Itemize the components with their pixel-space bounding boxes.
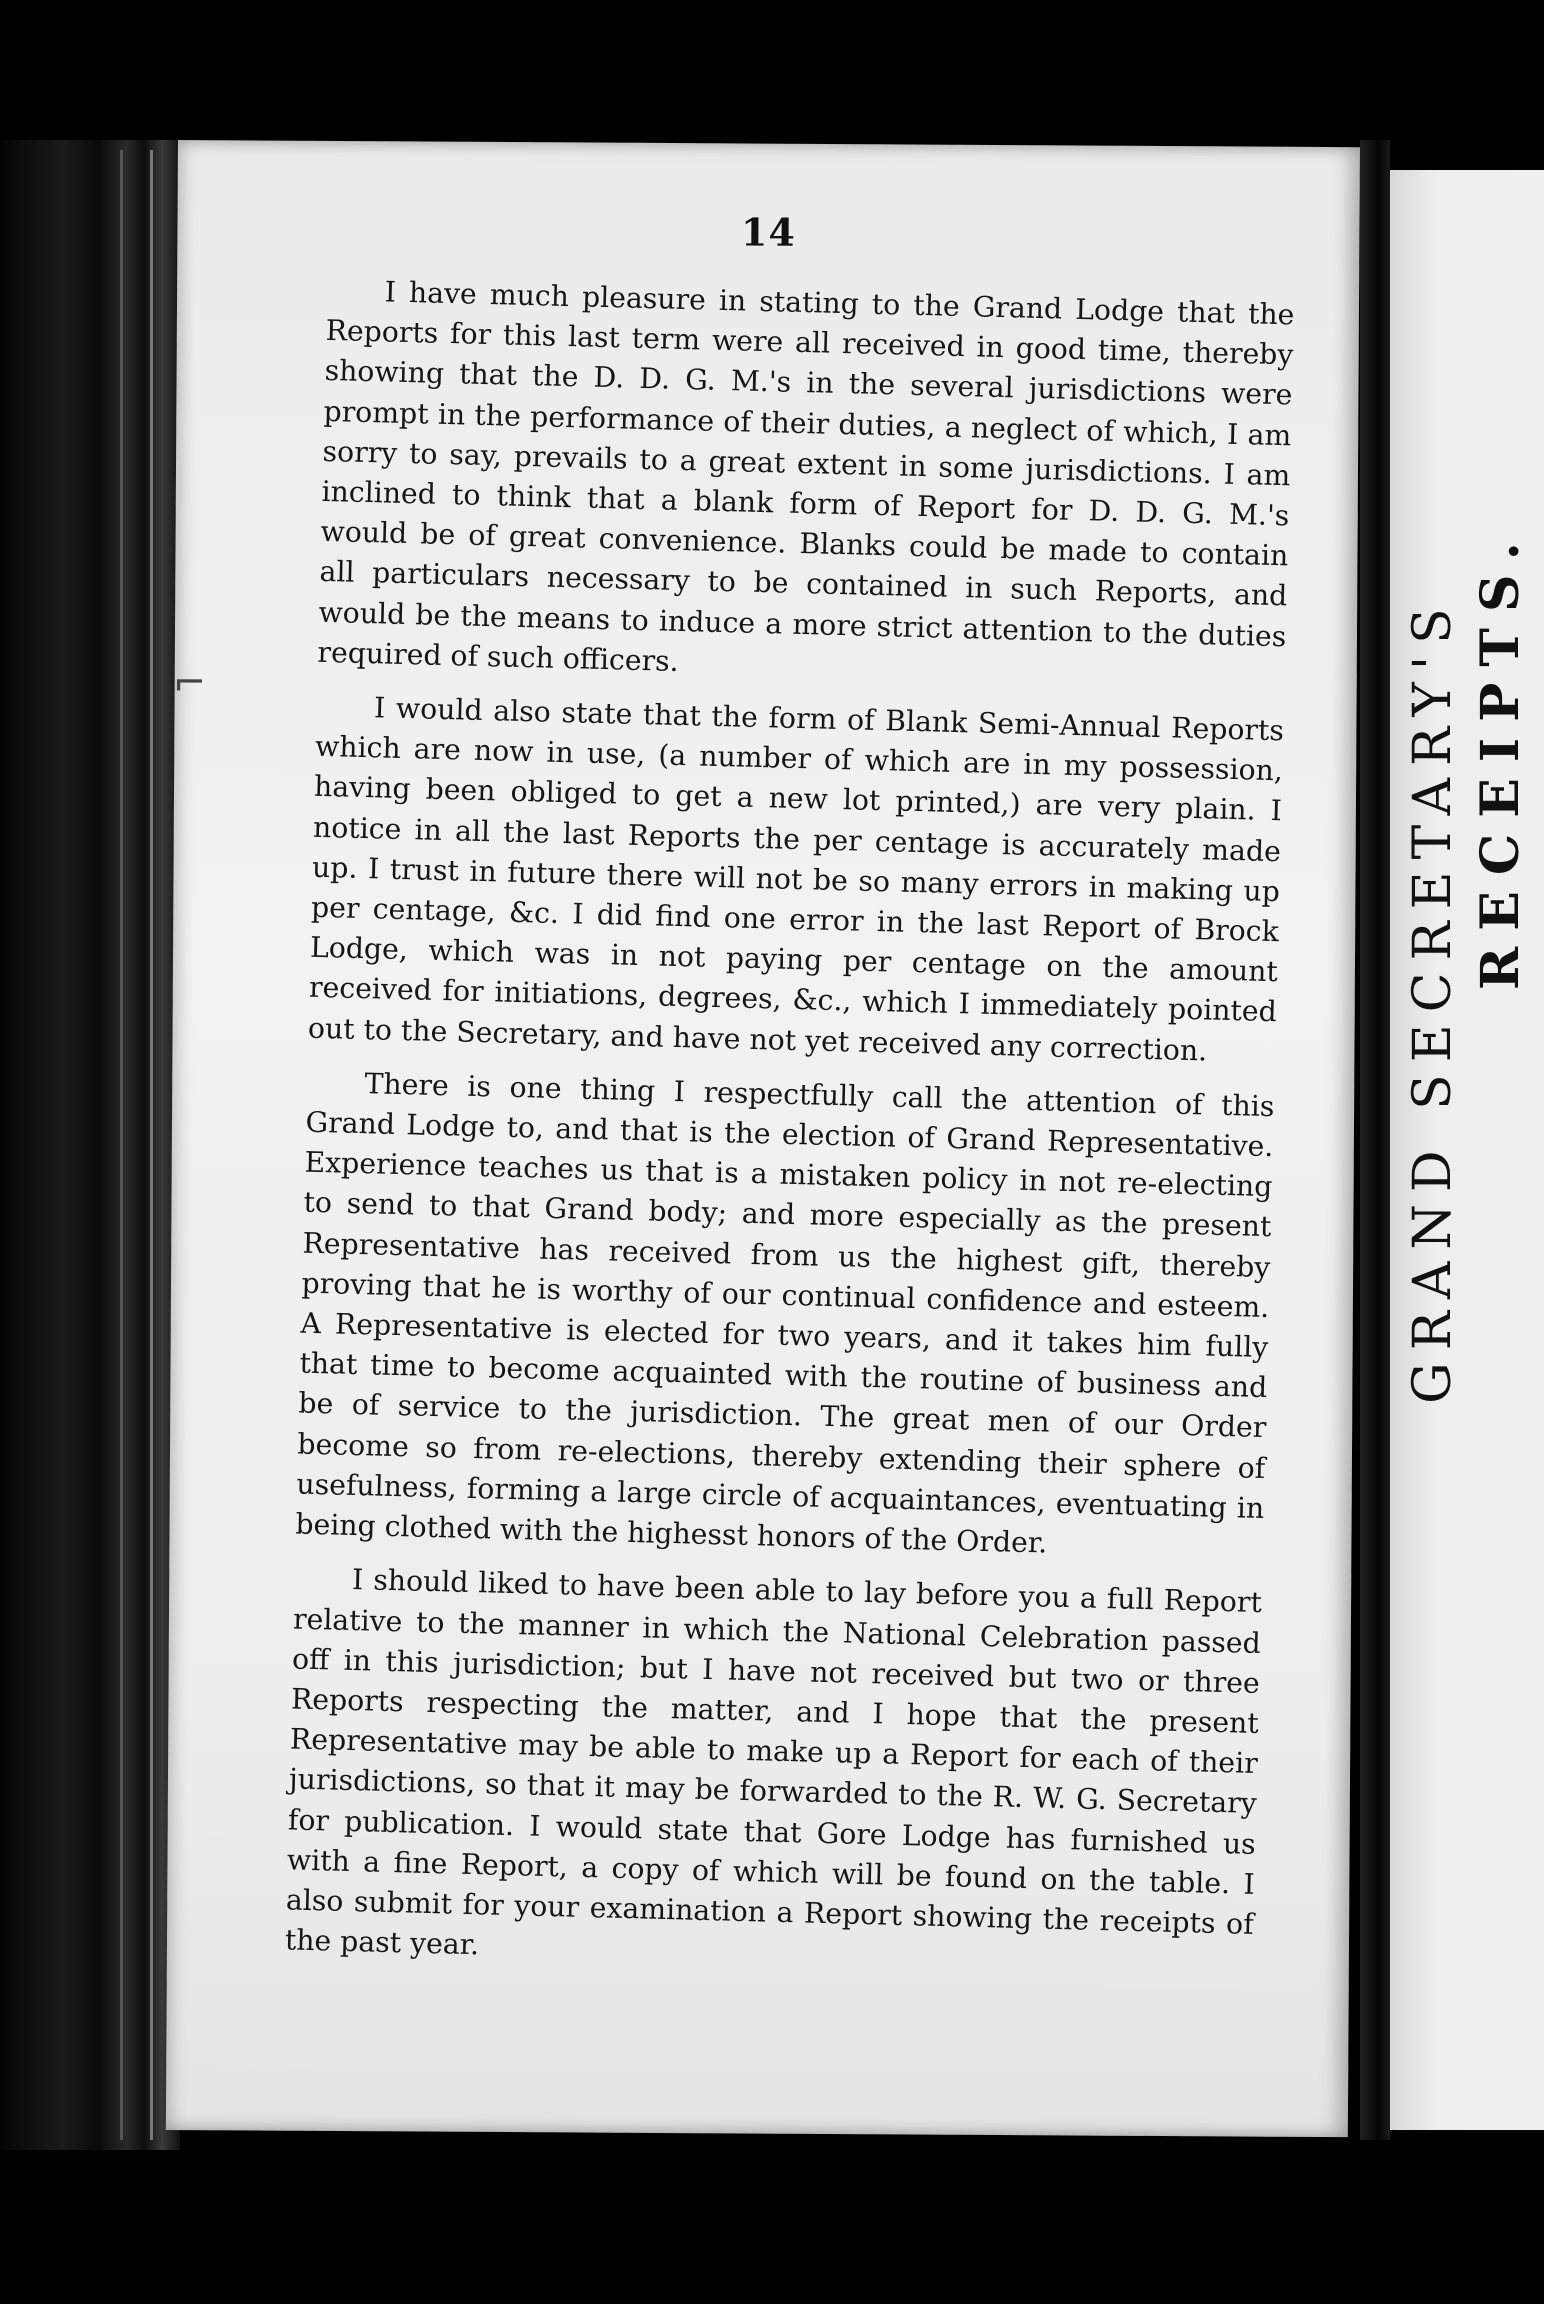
paragraph: I would also state that the form of Blank Semi-Annual Reports which are now in use, (a number of which are in my possession, having been obliged to get a new lot printed,) are very plain. I notice in all the last Reports the per centage is accurately made up. I trust in future there will not be so many errors in making up per centage, &c. I did find one error in the last Report of Brock Lodge, which was in not paying per centage on the amount received for initiations, degrees, &c., which I immediately pointed out to the Secretary, and have not yet received any correction. xyxy=(307,691,1285,1068)
heading-line: GRAND SECRETARY'S xyxy=(1403,596,1463,1404)
paragraph: I should liked to have been able to lay before you a full Report relative to the manner in which the National Celebration passed off in this jurisdiction; but I have not received but two or three Reports respecting the matter, and I hope that the present Representative may be able to make up a Report for each of their jurisdictions, so that it may be forwarded to the R. W. G. Secretary for publication. I would state that Gore Lodge has furnished us with a fine Report, a copy of which will be found on the table. I also submit for your examination a Report showing the receipts of the past year. xyxy=(284,1563,1263,1962)
margin-mark: ⌐ xyxy=(172,659,207,707)
book-page xyxy=(166,140,1360,2137)
paragraph: There is one thing I respectfully call the attention of this Grand Lodge to, and that is the election of Grand Representative. Experience teaches us that is a mistaken policy in not re-electing to send to that Grand body; and more especially as the present Representative has received from us the highest gift, thereby proving that he is worthy of our continual confidence and esteem. A Representative is elected for two years, and it takes him fully that time to become acquainted with the routine of business and be of service to the jurisdiction. The great men of our Order become so from re-elections, thereby extending their sphere of usefulness, forming a large circle of acquaintances, eventuating in being clothed with the highesst honors of the Order. xyxy=(295,1066,1275,1560)
facing-page xyxy=(1390,170,1544,2130)
book-spine xyxy=(0,140,180,2150)
spine-edge-line xyxy=(120,150,123,2140)
subheading-line: RECEIPTS. xyxy=(1470,526,1531,990)
page-gutter xyxy=(1360,140,1390,2140)
paragraph: I have much pleasure in stating to the Grand Lodge that the Reports for this last term were all received in good time, thereby showing that the D. D. G. M.'s in the several jurisdictions were prompt in the performance of their duties, a neglect of which, I am sorry to say, prevails to a great extent in some jurisdictions. I am inclined to think that a blank form of Report for D. D. G. M.'s would be of great convenience. Blanks could be made to contain all particulars necessary to be contained in such Reports, and would be the means to induce a more strict attention to the duties required of such officers. xyxy=(317,275,1295,678)
facing-page-heading xyxy=(1403,526,1531,1410)
spine-edge-line xyxy=(150,150,153,2140)
page-body xyxy=(284,271,1295,1999)
page-number: 14 xyxy=(740,209,797,255)
